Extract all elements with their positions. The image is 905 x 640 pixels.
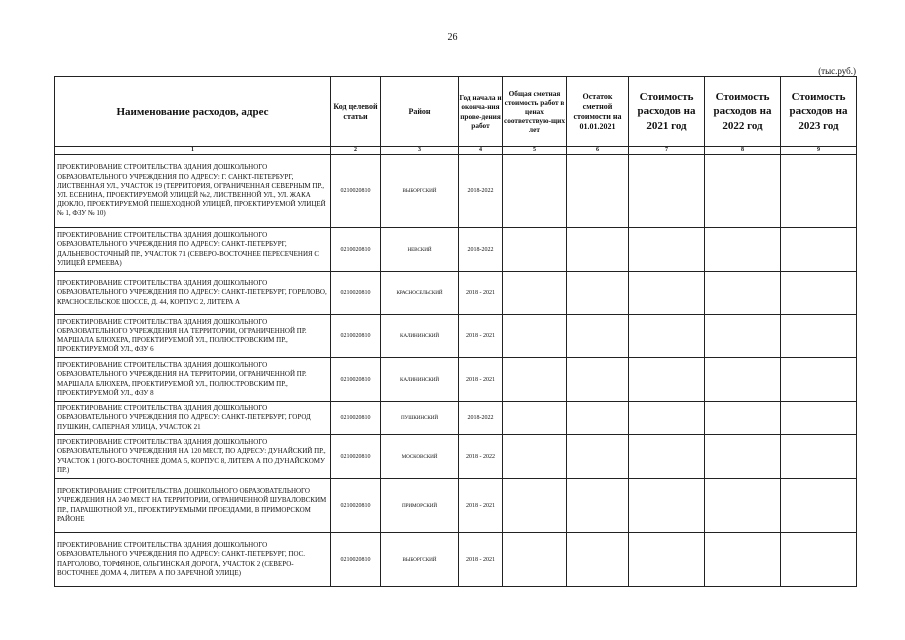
column-number: 5 [503,147,567,155]
row-total-cost [503,402,567,435]
units-label: (тыс.руб.) [818,66,856,76]
row-total-cost [503,228,567,272]
row-total-cost [503,435,567,479]
table-row [55,155,857,228]
row-total-cost [503,315,567,358]
row-district: ВЫБОРГСКИЙ [381,155,459,228]
row-remainder [567,435,629,479]
row-cost-2021 [629,402,705,435]
header-district: Район [381,77,459,147]
row-years: 2018 - 2021 [459,533,503,587]
column-number: 8 [705,147,781,155]
row-cost-2022 [705,402,781,435]
row-remainder [567,402,629,435]
row-cost-2021 [629,272,705,315]
row-district: КРАСНОСЕЛЬСКИЙ [381,272,459,315]
row-name: ПРОЕКТИРОВАНИЕ СТРОИТЕЛЬСТВА ЗДАНИЯ ДОШКОЛЬНОГО ОБРАЗОВАТЕЛЬНОГО УЧРЕЖДЕНИЯ НА ТЕРРИТОРИИ, ОГРАНИЧЕННОЙ ПР. МАРШАЛА БЛЮХЕРА, ПРОЕКТИРУЕМОЙ УЛ., ПОЛЮСТРОВСКИМ ПР., ПРОЕКТИРУЕМОЙ УЛ., ФЗУ 6 [55,315,331,358]
row-cost-2022 [705,228,781,272]
header-remainder: Остаток сметной стоимости на 01.01.2021 [567,77,629,147]
row-remainder [567,272,629,315]
row-code: 0210020810 [331,358,381,402]
column-number: 7 [629,147,705,155]
row-remainder [567,358,629,402]
row-cost-2023 [781,435,857,479]
row-remainder [567,479,629,533]
column-number-row [55,147,857,155]
row-cost-2022 [705,479,781,533]
row-cost-2021 [629,358,705,402]
row-name: ПРОЕКТИРОВАНИЕ СТРОИТЕЛЬСТВА ЗДАНИЯ ДОШКОЛЬНОГО ОБРАЗОВАТЕЛЬНОГО УЧРЕЖДЕНИЯ ПО АДРЕСУ: САНКТ-ПЕТЕРБУРГ, ГОРЕЛОВО, КРАСНОСЕЛЬСКОЕ ШОССЕ, Д. 44, КОРПУС 2, ЛИТЕРА А [55,272,331,315]
row-name: ПРОЕКТИРОВАНИЕ СТРОИТЕЛЬСТВА ЗДАНИЯ ДОШКОЛЬНОГО ОБРАЗОВАТЕЛЬНОГО УЧРЕЖДЕНИЯ ПО АДРЕСУ: САНКТ-ПЕТЕРБУРГ, ПОС. ПАРГОЛОВО, ТОРФЯНОЕ, ОЛЬГИНСКАЯ ДОРОГА, УЧАСТОК 2 (СЕВЕРО-ВОСТОЧНЕЕ ДОМА 4, ЛИТЕРА А ПО ЗАРЕЧНОЙ УЛИЦЕ) [55,533,331,587]
row-cost-2023 [781,533,857,587]
row-code: 0210020810 [331,315,381,358]
row-years: 2018 - 2021 [459,358,503,402]
column-number: 3 [381,147,459,155]
table-row [55,402,857,435]
row-years: 2018-2022 [459,155,503,228]
row-years: 2018 - 2021 [459,479,503,533]
row-name: ПРОЕКТИРОВАНИЕ СТРОИТЕЛЬСТВА ЗДАНИЯ ДОШКОЛЬНОГО ОБРАЗОВАТЕЛЬНОГО УЧРЕЖДЕНИЯ НА ТЕРРИТОРИИ, ОГРАНИЧЕННОЙ ПР. МАРШАЛА БЛЮХЕРА, ПРОЕКТИРУЕМОЙ УЛ., ПОЛЮСТРОВСКИМ ПР., ПРОЕКТИРУЕМОЙ УЛ., ФЗУ 8 [55,358,331,402]
page-number: 26 [447,32,458,43]
row-remainder [567,155,629,228]
header-name: Наименование расходов, адрес [55,77,331,147]
row-remainder [567,228,629,272]
row-cost-2023 [781,272,857,315]
row-district: ПУШКИНСКИЙ [381,402,459,435]
row-cost-2023 [781,228,857,272]
budget-table [54,76,857,587]
row-name: ПРОЕКТИРОВАНИЕ СТРОИТЕЛЬСТВА ЗДАНИЯ ДОШКОЛЬНОГО ОБРАЗОВАТЕЛЬНОГО УЧРЕЖДЕНИЯ ПО АДРЕСУ: САНКТ-ПЕТЕРБУРГ, ДАЛЬНЕВОСТОЧНЫЙ ПР., УЧАСТОК 71 (СЕВЕРО-ВОСТОЧНЕЕ ПЕРЕСЕЧЕНИЯ С УЛИЦЕЙ ЕРМЕЕВА) [55,228,331,272]
row-code: 0210020810 [331,435,381,479]
row-total-cost [503,272,567,315]
row-total-cost [503,155,567,228]
row-cost-2021 [629,533,705,587]
row-code: 0210020810 [331,228,381,272]
column-number: 1 [55,147,331,155]
row-cost-2023 [781,358,857,402]
row-cost-2022 [705,533,781,587]
row-cost-2021 [629,228,705,272]
table-row [55,272,857,315]
row-total-cost [503,479,567,533]
row-cost-2023 [781,479,857,533]
table-row [55,315,857,358]
row-total-cost [503,533,567,587]
row-cost-2021 [629,315,705,358]
header-total-cost: Общая сметная стоимость работ в ценах соответствую-щих лет [503,77,567,147]
row-cost-2021 [629,155,705,228]
row-years: 2018 - 2021 [459,272,503,315]
header-cost-2022: Стоимость расходов на 2022 год [705,77,781,147]
row-district: КАЛИНИНСКИЙ [381,315,459,358]
row-years: 2018-2022 [459,402,503,435]
table-row [55,228,857,272]
row-district: ПРИМОРСКИЙ [381,479,459,533]
row-cost-2021 [629,479,705,533]
row-total-cost [503,358,567,402]
row-code: 0210020810 [331,402,381,435]
row-name: ПРОЕКТИРОВАНИЕ СТРОИТЕЛЬСТВА ЗДАНИЯ ДОШКОЛЬНОГО ОБРАЗОВАТЕЛЬНОГО УЧРЕЖДЕНИЯ ПО АДРЕСУ: Г. САНКТ-ПЕТЕРБУРГ, ЛИСТВЕННАЯ УЛ., УЧАСТОК 19 (ТЕРРИТОРИЯ, ОГРАНИЧЕННАЯ СЕВЕРНЫМ ПР., УЛ. ЕСЕНИНА, ПРОЕКТИРУЕМОЙ УЛИЦЕЙ №2, ЛИСТВЕННОЙ УЛ., УЛ. ЖАКА ДЮКЛО, ПРОЕКТИРУЕМОЙ ПЕШЕХОДНОЙ УЛИЦЕЙ, ПРОЕКТИРУЕМОЙ УЛИЦЕЙ № 1, ФЗУ № 10) [55,155,331,228]
row-years: 2018-2022 [459,228,503,272]
row-cost-2022 [705,155,781,228]
row-years: 2018 - 2022 [459,435,503,479]
header-cost-2023: Стоимость расходов на 2023 год [781,77,857,147]
row-remainder [567,533,629,587]
row-code: 0210020810 [331,533,381,587]
row-cost-2023 [781,402,857,435]
row-cost-2022 [705,272,781,315]
row-district: МОСКОВСКИЙ [381,435,459,479]
table-row [55,435,857,479]
row-cost-2021 [629,435,705,479]
row-cost-2022 [705,358,781,402]
row-district: НЕВСКИЙ [381,228,459,272]
row-cost-2022 [705,435,781,479]
column-number: 2 [331,147,381,155]
table-row [55,479,857,533]
row-code: 0210020810 [331,272,381,315]
header-years: Год начала и оконча-ния прове-дения работ [459,77,503,147]
row-name: ПРОЕКТИРОВАНИЕ СТРОИТЕЛЬСТВА ЗДАНИЯ ДОШКОЛЬНОГО ОБРАЗОВАТЕЛЬНОГО УЧРЕЖДЕНИЯ НА 120 МЕСТ, ПО АДРЕСУ: ДУНАЙСКИЙ ПР., УЧАСТОК 1 (ЮГО-ВОСТОЧНЕЕ ДОМА 5, КОРПУС 8, ЛИТЕРА А ПО ДУНАЙСКОМУ ПР.) [55,435,331,479]
row-name: ПРОЕКТИРОВАНИЕ СТРОИТЕЛЬСТВА ДОШКОЛЬНОГО ОБРАЗОВАТЕЛЬНОГО УЧРЕЖДЕНИЯ НА 240 МЕСТ НА ТЕРРИТОРИИ, ОГРАНИЧЕННОЙ ШУВАЛОВСКИМ ПР., ПАРАШЮТНОЙ УЛ., ПРОЕКТИРУЕМЫМИ ПРОЕЗДАМИ, В ПРИМОРСКОМ РАЙОНЕ [55,479,331,533]
row-remainder [567,315,629,358]
row-name: ПРОЕКТИРОВАНИЕ СТРОИТЕЛЬСТВА ЗДАНИЯ ДОШКОЛЬНОГО ОБРАЗОВАТЕЛЬНОГО УЧРЕЖДЕНИЯ ПО АДРЕСУ: САНКТ-ПЕТЕРБУРГ, ГОРОД ПУШКИН, САПЕРНАЯ УЛИЦА, УЧАСТОК 21 [55,402,331,435]
row-cost-2023 [781,155,857,228]
row-district: ВЫБОРГСКИЙ [381,533,459,587]
table-row [55,533,857,587]
header-row [55,77,857,147]
column-number: 6 [567,147,629,155]
column-number: 9 [781,147,857,155]
header-cost-2021: Стоимость расходов на 2021 год [629,77,705,147]
row-code: 0210020810 [331,155,381,228]
column-number: 4 [459,147,503,155]
row-district: КАЛИНИНСКИЙ [381,358,459,402]
row-years: 2018 - 2021 [459,315,503,358]
header-code: Код целевой статьи [331,77,381,147]
row-cost-2023 [781,315,857,358]
row-cost-2022 [705,315,781,358]
row-code: 0210020810 [331,479,381,533]
table-row [55,358,857,402]
